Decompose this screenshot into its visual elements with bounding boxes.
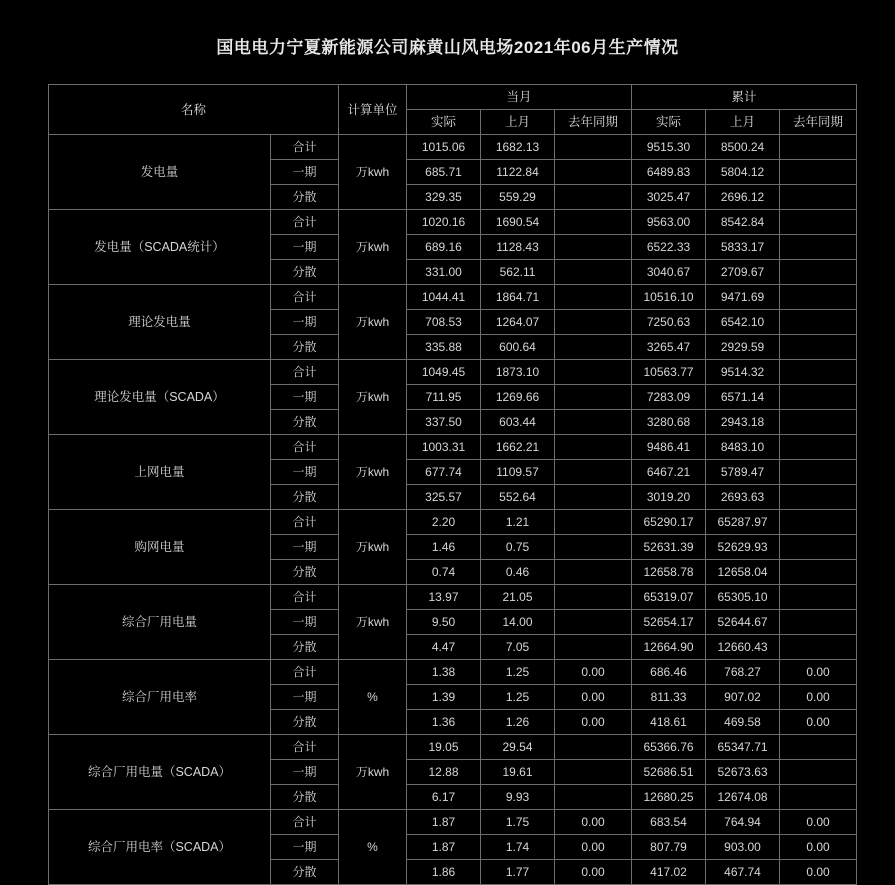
cell-cum-actual: 10516.10 [632, 285, 706, 310]
cell-cum-last: 8542.84 [706, 210, 780, 235]
cell-cum-actual: 12680.25 [632, 785, 706, 810]
cell-cum-last: 9471.69 [706, 285, 780, 310]
cell-cum-actual: 65319.07 [632, 585, 706, 610]
cell-month-lastyear [555, 635, 632, 660]
row-subcategory: 分散 [271, 860, 339, 885]
cell-month-lastyear: 0.00 [555, 835, 632, 860]
cell-month-lastyear [555, 760, 632, 785]
row-name: 综合厂用电量 [49, 585, 271, 660]
cell-cum-actual: 6467.21 [632, 460, 706, 485]
cell-month-last: 603.44 [481, 410, 555, 435]
cell-month-actual: 1.86 [407, 860, 481, 885]
cell-cum-actual: 7283.09 [632, 385, 706, 410]
row-subcategory: 一期 [271, 310, 339, 335]
header-cumulative: 累计 [632, 85, 857, 110]
row-subcategory: 分散 [271, 260, 339, 285]
row-unit: 万kwh [339, 135, 407, 210]
cell-month-lastyear [555, 585, 632, 610]
table-row [49, 585, 857, 610]
cell-cum-last: 8500.24 [706, 135, 780, 160]
row-subcategory: 一期 [271, 610, 339, 635]
header-cum-actual: 实际 [632, 110, 706, 135]
row-name: 发电量 [49, 135, 271, 210]
cell-month-actual: 708.53 [407, 310, 481, 335]
row-subcategory: 一期 [271, 685, 339, 710]
cell-month-actual: 685.71 [407, 160, 481, 185]
cell-cum-lastyear [780, 310, 857, 335]
cell-cum-lastyear: 0.00 [780, 835, 857, 860]
row-subcategory: 一期 [271, 160, 339, 185]
cell-month-lastyear [555, 610, 632, 635]
cell-month-last: 9.93 [481, 785, 555, 810]
cell-month-actual: 1044.41 [407, 285, 481, 310]
page-title: 国电电力宁夏新能源公司麻黄山风电场2021年06月生产情况 [216, 38, 679, 57]
cell-month-actual: 1.87 [407, 810, 481, 835]
header-month-actual: 实际 [407, 110, 481, 135]
cell-cum-lastyear [780, 360, 857, 385]
header-month-last: 上月 [481, 110, 555, 135]
table-row [49, 735, 857, 760]
cell-month-actual: 331.00 [407, 260, 481, 285]
row-subcategory: 合计 [271, 660, 339, 685]
table-row [49, 135, 857, 160]
cell-cum-actual: 683.54 [632, 810, 706, 835]
cell-cum-last: 5804.12 [706, 160, 780, 185]
cell-month-actual: 9.50 [407, 610, 481, 635]
cell-month-actual: 711.95 [407, 385, 481, 410]
header-cum-lastyear: 去年同期 [780, 110, 857, 135]
cell-cum-lastyear [780, 585, 857, 610]
cell-cum-last: 5833.17 [706, 235, 780, 260]
row-unit: % [339, 660, 407, 735]
cell-month-last: 1122.84 [481, 160, 555, 185]
row-unit: 万kwh [339, 210, 407, 285]
cell-cum-last: 65347.71 [706, 735, 780, 760]
table-row [49, 660, 857, 685]
cell-month-last: 1682.13 [481, 135, 555, 160]
cell-cum-actual: 418.61 [632, 710, 706, 735]
cell-month-actual: 677.74 [407, 460, 481, 485]
cell-cum-lastyear [780, 785, 857, 810]
cell-month-actual: 337.50 [407, 410, 481, 435]
cell-month-last: 1.25 [481, 660, 555, 685]
row-subcategory: 合计 [271, 735, 339, 760]
row-name: 综合厂用电率（SCADA） [49, 810, 271, 885]
cell-month-actual: 1.39 [407, 685, 481, 710]
cell-cum-last: 768.27 [706, 660, 780, 685]
header-unit: 计算单位 [339, 85, 407, 135]
cell-month-last: 1109.57 [481, 460, 555, 485]
cell-month-last: 600.64 [481, 335, 555, 360]
header-current-month: 当月 [407, 85, 632, 110]
cell-cum-lastyear [780, 760, 857, 785]
cell-month-last: 14.00 [481, 610, 555, 635]
row-subcategory: 分散 [271, 185, 339, 210]
cell-cum-lastyear [780, 260, 857, 285]
table-row [49, 810, 857, 835]
cell-month-last: 1662.21 [481, 435, 555, 460]
cell-month-lastyear: 0.00 [555, 810, 632, 835]
row-subcategory: 合计 [271, 210, 339, 235]
cell-month-last: 1.21 [481, 510, 555, 535]
cell-month-actual: 1015.06 [407, 135, 481, 160]
cell-month-actual: 1049.45 [407, 360, 481, 385]
cell-month-last: 1.75 [481, 810, 555, 835]
cell-cum-lastyear [780, 385, 857, 410]
cell-month-lastyear: 0.00 [555, 860, 632, 885]
cell-month-actual: 335.88 [407, 335, 481, 360]
cell-cum-actual: 3280.68 [632, 410, 706, 435]
cell-month-lastyear [555, 210, 632, 235]
cell-cum-lastyear [780, 185, 857, 210]
row-subcategory: 合计 [271, 360, 339, 385]
table-row [49, 435, 857, 460]
cell-cum-actual: 65290.17 [632, 510, 706, 535]
row-subcategory: 合计 [271, 435, 339, 460]
cell-cum-last: 8483.10 [706, 435, 780, 460]
cell-cum-last: 9514.32 [706, 360, 780, 385]
table-row [49, 285, 857, 310]
row-subcategory: 分散 [271, 485, 339, 510]
row-name: 购网电量 [49, 510, 271, 585]
cell-month-actual: 2.20 [407, 510, 481, 535]
cell-cum-last: 2693.63 [706, 485, 780, 510]
cell-month-lastyear [555, 260, 632, 285]
row-name: 理论发电量 [49, 285, 271, 360]
cell-cum-last: 12660.43 [706, 635, 780, 660]
cell-cum-last: 52644.67 [706, 610, 780, 635]
production-report-table [48, 84, 857, 885]
cell-month-lastyear [555, 535, 632, 560]
row-subcategory: 分散 [271, 785, 339, 810]
cell-cum-actual: 52631.39 [632, 535, 706, 560]
cell-cum-lastyear: 0.00 [780, 710, 857, 735]
cell-month-actual: 689.16 [407, 235, 481, 260]
header-month-lastyear: 去年同期 [555, 110, 632, 135]
cell-month-last: 562.11 [481, 260, 555, 285]
cell-month-last: 19.61 [481, 760, 555, 785]
cell-month-lastyear [555, 335, 632, 360]
cell-cum-lastyear [780, 210, 857, 235]
cell-month-last: 1690.54 [481, 210, 555, 235]
cell-cum-last: 907.02 [706, 685, 780, 710]
cell-month-actual: 1.36 [407, 710, 481, 735]
cell-month-actual: 4.47 [407, 635, 481, 660]
cell-cum-actual: 52654.17 [632, 610, 706, 635]
cell-cum-actual: 3265.47 [632, 335, 706, 360]
cell-cum-lastyear [780, 510, 857, 535]
row-unit: 万kwh [339, 360, 407, 435]
cell-cum-last: 5789.47 [706, 460, 780, 485]
row-subcategory: 分散 [271, 635, 339, 660]
row-subcategory: 一期 [271, 385, 339, 410]
cell-month-lastyear [555, 185, 632, 210]
cell-cum-lastyear [780, 635, 857, 660]
cell-month-last: 21.05 [481, 585, 555, 610]
cell-month-last: 1.25 [481, 685, 555, 710]
cell-cum-actual: 12658.78 [632, 560, 706, 585]
cell-cum-lastyear [780, 160, 857, 185]
cell-month-last: 0.75 [481, 535, 555, 560]
cell-cum-lastyear [780, 610, 857, 635]
row-subcategory: 一期 [271, 235, 339, 260]
header-cum-last: 上月 [706, 110, 780, 135]
cell-month-last: 1864.71 [481, 285, 555, 310]
cell-month-actual: 1.46 [407, 535, 481, 560]
cell-cum-last: 6571.14 [706, 385, 780, 410]
cell-month-lastyear [555, 385, 632, 410]
row-subcategory: 合计 [271, 510, 339, 535]
row-subcategory: 分散 [271, 560, 339, 585]
cell-cum-last: 65287.97 [706, 510, 780, 535]
row-subcategory: 分散 [271, 410, 339, 435]
cell-month-lastyear [555, 785, 632, 810]
cell-cum-last: 12674.08 [706, 785, 780, 810]
cell-month-actual: 13.97 [407, 585, 481, 610]
cell-cum-actual: 3025.47 [632, 185, 706, 210]
row-subcategory: 一期 [271, 760, 339, 785]
cell-month-actual: 0.74 [407, 560, 481, 585]
cell-cum-last: 52629.93 [706, 535, 780, 560]
cell-cum-actual: 3019.20 [632, 485, 706, 510]
row-unit: 万kwh [339, 585, 407, 660]
cell-cum-actual: 811.33 [632, 685, 706, 710]
cell-cum-last: 2943.18 [706, 410, 780, 435]
cell-cum-actual: 417.02 [632, 860, 706, 885]
cell-month-last: 1.77 [481, 860, 555, 885]
cell-month-actual: 12.88 [407, 760, 481, 785]
cell-month-lastyear [555, 310, 632, 335]
cell-cum-last: 52673.63 [706, 760, 780, 785]
cell-month-last: 1269.66 [481, 385, 555, 410]
row-subcategory: 一期 [271, 535, 339, 560]
cell-month-last: 559.29 [481, 185, 555, 210]
cell-cum-actual: 10563.77 [632, 360, 706, 385]
row-name: 上网电量 [49, 435, 271, 510]
cell-cum-lastyear [780, 335, 857, 360]
cell-month-lastyear [555, 560, 632, 585]
cell-cum-lastyear [780, 410, 857, 435]
row-name: 理论发电量（SCADA） [49, 360, 271, 435]
cell-month-lastyear [555, 510, 632, 535]
cell-cum-actual: 9515.30 [632, 135, 706, 160]
cell-month-actual: 1.87 [407, 835, 481, 860]
row-subcategory: 合计 [271, 810, 339, 835]
row-subcategory: 分散 [271, 710, 339, 735]
cell-month-last: 1128.43 [481, 235, 555, 260]
cell-cum-lastyear: 0.00 [780, 860, 857, 885]
cell-month-lastyear [555, 235, 632, 260]
header-row-1 [49, 85, 857, 110]
cell-cum-actual: 9486.41 [632, 435, 706, 460]
row-unit: % [339, 810, 407, 885]
cell-cum-actual: 52686.51 [632, 760, 706, 785]
table-row [49, 210, 857, 235]
table-head [49, 85, 857, 135]
cell-cum-actual: 12664.90 [632, 635, 706, 660]
cell-cum-lastyear [780, 460, 857, 485]
cell-month-actual: 1.38 [407, 660, 481, 685]
cell-cum-actual: 686.46 [632, 660, 706, 685]
header-name: 名称 [49, 85, 339, 135]
cell-cum-actual: 65366.76 [632, 735, 706, 760]
cell-cum-last: 2709.67 [706, 260, 780, 285]
cell-cum-last: 467.74 [706, 860, 780, 885]
cell-cum-last: 2929.59 [706, 335, 780, 360]
cell-cum-actual: 9563.00 [632, 210, 706, 235]
cell-cum-lastyear [780, 235, 857, 260]
cell-cum-lastyear [780, 735, 857, 760]
cell-cum-lastyear: 0.00 [780, 685, 857, 710]
row-unit: 万kwh [339, 285, 407, 360]
cell-month-actual: 325.57 [407, 485, 481, 510]
row-subcategory: 合计 [271, 585, 339, 610]
cell-cum-actual: 6489.83 [632, 160, 706, 185]
cell-cum-lastyear [780, 285, 857, 310]
cell-month-lastyear [555, 410, 632, 435]
table-row [49, 510, 857, 535]
row-unit: 万kwh [339, 435, 407, 510]
cell-month-actual: 1003.31 [407, 435, 481, 460]
cell-cum-lastyear [780, 435, 857, 460]
cell-cum-last: 65305.10 [706, 585, 780, 610]
cell-cum-last: 469.58 [706, 710, 780, 735]
cell-month-actual: 6.17 [407, 785, 481, 810]
row-name: 综合厂用电率 [49, 660, 271, 735]
cell-cum-last: 12658.04 [706, 560, 780, 585]
row-name: 综合厂用电量（SCADA） [49, 735, 271, 810]
cell-month-lastyear [555, 160, 632, 185]
cell-cum-actual: 6522.33 [632, 235, 706, 260]
cell-month-lastyear [555, 435, 632, 460]
table-row [49, 360, 857, 385]
cell-cum-actual: 807.79 [632, 835, 706, 860]
cell-month-lastyear [555, 735, 632, 760]
cell-month-lastyear [555, 135, 632, 160]
cell-month-last: 29.54 [481, 735, 555, 760]
cell-month-actual: 19.05 [407, 735, 481, 760]
cell-cum-lastyear [780, 535, 857, 560]
cell-month-lastyear [555, 460, 632, 485]
cell-month-actual: 329.35 [407, 185, 481, 210]
table-container [0, 84, 895, 885]
row-unit: 万kwh [339, 735, 407, 810]
cell-month-lastyear: 0.00 [555, 710, 632, 735]
table-body [49, 135, 857, 885]
cell-month-lastyear [555, 285, 632, 310]
row-subcategory: 合计 [271, 135, 339, 160]
cell-cum-lastyear: 0.00 [780, 660, 857, 685]
cell-month-lastyear [555, 360, 632, 385]
cell-month-lastyear: 0.00 [555, 685, 632, 710]
row-subcategory: 分散 [271, 335, 339, 360]
cell-month-last: 552.64 [481, 485, 555, 510]
cell-cum-lastyear: 0.00 [780, 810, 857, 835]
cell-cum-last: 764.94 [706, 810, 780, 835]
cell-month-last: 1.26 [481, 710, 555, 735]
cell-month-last: 1873.10 [481, 360, 555, 385]
cell-month-last: 1.74 [481, 835, 555, 860]
cell-cum-actual: 3040.67 [632, 260, 706, 285]
cell-month-last: 1264.07 [481, 310, 555, 335]
cell-cum-actual: 7250.63 [632, 310, 706, 335]
cell-month-lastyear: 0.00 [555, 660, 632, 685]
cell-cum-lastyear [780, 485, 857, 510]
cell-cum-last: 6542.10 [706, 310, 780, 335]
cell-cum-last: 903.00 [706, 835, 780, 860]
cell-month-actual: 1020.16 [407, 210, 481, 235]
cell-cum-last: 2696.12 [706, 185, 780, 210]
row-subcategory: 合计 [271, 285, 339, 310]
row-unit: 万kwh [339, 510, 407, 585]
cell-cum-lastyear [780, 135, 857, 160]
cell-month-last: 0.46 [481, 560, 555, 585]
cell-month-last: 7.05 [481, 635, 555, 660]
row-subcategory: 一期 [271, 460, 339, 485]
cell-month-lastyear [555, 485, 632, 510]
row-name: 发电量（SCADA统计） [49, 210, 271, 285]
cell-cum-lastyear [780, 560, 857, 585]
row-subcategory: 一期 [271, 835, 339, 860]
